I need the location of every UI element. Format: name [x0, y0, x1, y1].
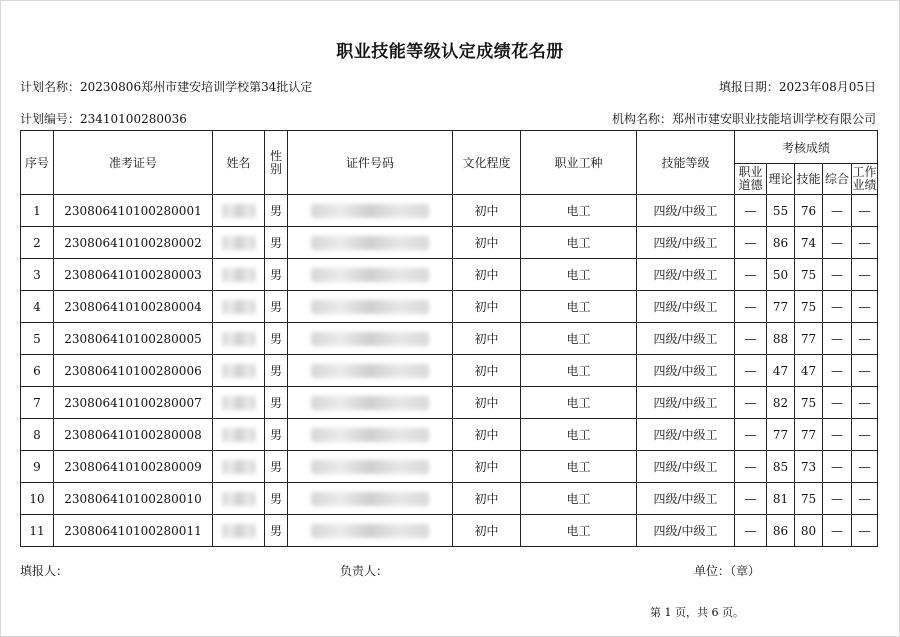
fill-date: 填报日期：2023年08月05日	[718, 80, 876, 94]
table-row	[21, 195, 878, 227]
cell-level: 四级/中级工	[637, 259, 735, 291]
header-gender: 性别	[265, 131, 288, 195]
redaction-blur	[222, 236, 256, 250]
cell-work: —	[852, 515, 878, 547]
redaction-blur	[311, 492, 429, 506]
cell-id-redacted	[288, 419, 453, 451]
table-row	[21, 291, 878, 323]
cell-education: 初中	[453, 387, 521, 419]
cell-work: —	[852, 227, 878, 259]
cell-work: —	[852, 387, 878, 419]
cell-name-redacted	[213, 387, 265, 419]
cell-theory: 82	[767, 387, 795, 419]
cell-name-redacted	[213, 323, 265, 355]
cell-exam-no: 230806410100280001	[54, 195, 213, 227]
cell-occupation: 电工	[521, 515, 637, 547]
header-name: 姓名	[213, 131, 265, 195]
cell-seq: 10	[21, 483, 54, 515]
cell-level: 四级/中级工	[637, 323, 735, 355]
cell-overall: —	[823, 227, 852, 259]
cell-seq: 4	[21, 291, 54, 323]
cell-ethics: —	[735, 515, 767, 547]
cell-gender: 男	[265, 355, 288, 387]
cell-ethics: —	[735, 195, 767, 227]
redaction-blur	[222, 524, 256, 538]
cell-name-redacted	[213, 451, 265, 483]
redaction-blur	[222, 300, 256, 314]
table-row	[21, 419, 878, 451]
cell-exam-no: 230806410100280010	[54, 483, 213, 515]
cell-skill: 75	[795, 259, 823, 291]
header-level: 技能等级	[637, 131, 735, 195]
redaction-blur	[222, 396, 256, 410]
cell-ethics: —	[735, 291, 767, 323]
cell-work: —	[852, 323, 878, 355]
header-work: 工作业绩	[852, 164, 878, 195]
cell-exam-no: 230806410100280009	[54, 451, 213, 483]
cell-education: 初中	[453, 451, 521, 483]
cell-exam-no: 230806410100280011	[54, 515, 213, 547]
cell-skill: 75	[795, 387, 823, 419]
cell-seq: 8	[21, 419, 54, 451]
cell-theory: 86	[767, 227, 795, 259]
cell-gender: 男	[265, 227, 288, 259]
cell-theory: 77	[767, 419, 795, 451]
cell-gender: 男	[265, 195, 288, 227]
cell-name-redacted	[213, 355, 265, 387]
cell-occupation: 电工	[521, 195, 637, 227]
header-education: 文化程度	[453, 131, 521, 195]
cell-exam-no: 230806410100280005	[54, 323, 213, 355]
cell-gender: 男	[265, 515, 288, 547]
cell-gender: 男	[265, 323, 288, 355]
cell-theory: 88	[767, 323, 795, 355]
cell-overall: —	[823, 387, 852, 419]
cell-work: —	[852, 483, 878, 515]
cell-theory: 50	[767, 259, 795, 291]
cell-skill: 76	[795, 195, 823, 227]
cell-occupation: 电工	[521, 419, 637, 451]
header-skill: 技能	[795, 164, 823, 195]
cell-name-redacted	[213, 483, 265, 515]
cell-overall: —	[823, 419, 852, 451]
cell-exam-no: 230806410100280002	[54, 227, 213, 259]
cell-occupation: 电工	[521, 323, 637, 355]
cell-name-redacted	[213, 259, 265, 291]
cell-seq: 2	[21, 227, 54, 259]
footer-filler: 填报人：	[20, 564, 69, 578]
redaction-blur	[222, 332, 256, 346]
plan-name: 计划名称：20230806郑州市建安培训学校第34批认定	[20, 80, 313, 94]
cell-id-redacted	[288, 483, 453, 515]
cell-occupation: 电工	[521, 355, 637, 387]
table-row	[21, 451, 878, 483]
cell-gender: 男	[265, 451, 288, 483]
cell-theory: 77	[767, 291, 795, 323]
cell-skill: 75	[795, 483, 823, 515]
cell-occupation: 电工	[521, 259, 637, 291]
cell-skill: 47	[795, 355, 823, 387]
cell-ethics: —	[735, 451, 767, 483]
header-ethics: 职业道德	[735, 164, 767, 195]
cell-gender: 男	[265, 259, 288, 291]
header-scores: 考核成绩	[735, 131, 878, 164]
cell-skill: 73	[795, 451, 823, 483]
cell-skill: 80	[795, 515, 823, 547]
redaction-blur	[311, 204, 429, 218]
cell-overall: —	[823, 259, 852, 291]
cell-exam-no: 230806410100280006	[54, 355, 213, 387]
cell-level: 四级/中级工	[637, 419, 735, 451]
cell-gender: 男	[265, 419, 288, 451]
cell-theory: 47	[767, 355, 795, 387]
redaction-blur	[311, 236, 429, 250]
redaction-blur	[311, 396, 429, 410]
cell-exam-no: 230806410100280004	[54, 291, 213, 323]
redaction-blur	[311, 300, 429, 314]
cell-exam-no: 230806410100280003	[54, 259, 213, 291]
redaction-blur	[222, 268, 256, 282]
cell-id-redacted	[288, 195, 453, 227]
cell-level: 四级/中级工	[637, 451, 735, 483]
footer-unit: 单位：（章）	[694, 564, 761, 578]
cell-ethics: —	[735, 227, 767, 259]
header-theory: 理论	[767, 164, 795, 195]
redaction-blur	[222, 364, 256, 378]
cell-theory: 55	[767, 195, 795, 227]
redaction-blur	[311, 332, 429, 346]
header-occupation: 职业工种	[521, 131, 637, 195]
cell-name-redacted	[213, 195, 265, 227]
cell-education: 初中	[453, 355, 521, 387]
redaction-blur	[311, 524, 429, 538]
cell-seq: 1	[21, 195, 54, 227]
cell-occupation: 电工	[521, 483, 637, 515]
cell-name-redacted	[213, 515, 265, 547]
redaction-blur	[311, 428, 429, 442]
redaction-blur	[222, 428, 256, 442]
cell-name-redacted	[213, 291, 265, 323]
cell-gender: 男	[265, 291, 288, 323]
cell-level: 四级/中级工	[637, 227, 735, 259]
cell-education: 初中	[453, 419, 521, 451]
cell-work: —	[852, 291, 878, 323]
cell-overall: —	[823, 483, 852, 515]
cell-id-redacted	[288, 387, 453, 419]
table-row	[21, 355, 878, 387]
cell-education: 初中	[453, 323, 521, 355]
cell-seq: 11	[21, 515, 54, 547]
table-row	[21, 259, 878, 291]
cell-name-redacted	[213, 227, 265, 259]
page-indicator: 第 1 页，共 6 页。	[650, 606, 744, 619]
table-row	[21, 227, 878, 259]
footer-responsible: 负责人：	[340, 564, 389, 578]
cell-theory: 85	[767, 451, 795, 483]
header-exam-no: 准考证号	[54, 131, 213, 195]
cell-id-redacted	[288, 355, 453, 387]
cell-occupation: 电工	[521, 451, 637, 483]
cell-occupation: 电工	[521, 227, 637, 259]
cell-level: 四级/中级工	[637, 195, 735, 227]
redaction-blur	[311, 364, 429, 378]
header-seq: 序号	[21, 131, 54, 195]
cell-id-redacted	[288, 323, 453, 355]
cell-level: 四级/中级工	[637, 515, 735, 547]
table-row	[21, 387, 878, 419]
cell-seq: 6	[21, 355, 54, 387]
cell-overall: —	[823, 291, 852, 323]
cell-overall: —	[823, 515, 852, 547]
cell-education: 初中	[453, 291, 521, 323]
header-id-no: 证件号码	[288, 131, 453, 195]
cell-id-redacted	[288, 291, 453, 323]
cell-work: —	[852, 195, 878, 227]
cell-gender: 男	[265, 387, 288, 419]
cell-exam-no: 230806410100280008	[54, 419, 213, 451]
redaction-blur	[222, 460, 256, 474]
cell-level: 四级/中级工	[637, 483, 735, 515]
redaction-blur	[222, 492, 256, 506]
cell-seq: 5	[21, 323, 54, 355]
cell-ethics: —	[735, 419, 767, 451]
cell-id-redacted	[288, 515, 453, 547]
cell-ethics: —	[735, 355, 767, 387]
cell-work: —	[852, 419, 878, 451]
cell-ethics: —	[735, 323, 767, 355]
cell-ethics: —	[735, 483, 767, 515]
cell-skill: 74	[795, 227, 823, 259]
cell-overall: —	[823, 323, 852, 355]
cell-overall: —	[823, 195, 852, 227]
redaction-blur	[311, 268, 429, 282]
cell-skill: 75	[795, 291, 823, 323]
cell-exam-no: 230806410100280007	[54, 387, 213, 419]
page-title: 职业技能等级认定成绩花名册	[336, 42, 564, 62]
cell-level: 四级/中级工	[637, 387, 735, 419]
cell-education: 初中	[453, 515, 521, 547]
org-name: 机构名称：郑州市建安职业技能培训学校有限公司	[611, 112, 876, 126]
cell-level: 四级/中级工	[637, 291, 735, 323]
header-overall: 综合	[823, 164, 852, 195]
table-row	[21, 323, 878, 355]
cell-theory: 86	[767, 515, 795, 547]
cell-theory: 81	[767, 483, 795, 515]
cell-id-redacted	[288, 227, 453, 259]
plan-number: 计划编号：23410100280036	[20, 112, 187, 126]
redaction-blur	[311, 460, 429, 474]
cell-education: 初中	[453, 483, 521, 515]
cell-overall: —	[823, 451, 852, 483]
cell-id-redacted	[288, 451, 453, 483]
cell-skill: 77	[795, 419, 823, 451]
cell-work: —	[852, 355, 878, 387]
cell-work: —	[852, 451, 878, 483]
cell-overall: —	[823, 355, 852, 387]
cell-gender: 男	[265, 483, 288, 515]
cell-seq: 3	[21, 259, 54, 291]
cell-id-redacted	[288, 259, 453, 291]
table-row	[21, 483, 878, 515]
cell-occupation: 电工	[521, 291, 637, 323]
cell-skill: 77	[795, 323, 823, 355]
score-table	[20, 130, 878, 547]
cell-occupation: 电工	[521, 387, 637, 419]
cell-level: 四级/中级工	[637, 355, 735, 387]
cell-education: 初中	[453, 259, 521, 291]
cell-education: 初中	[453, 195, 521, 227]
cell-education: 初中	[453, 227, 521, 259]
redaction-blur	[222, 204, 256, 218]
table-row	[21, 515, 878, 547]
cell-ethics: —	[735, 387, 767, 419]
cell-seq: 9	[21, 451, 54, 483]
cell-ethics: —	[735, 259, 767, 291]
cell-work: —	[852, 259, 878, 291]
cell-seq: 7	[21, 387, 54, 419]
cell-name-redacted	[213, 419, 265, 451]
